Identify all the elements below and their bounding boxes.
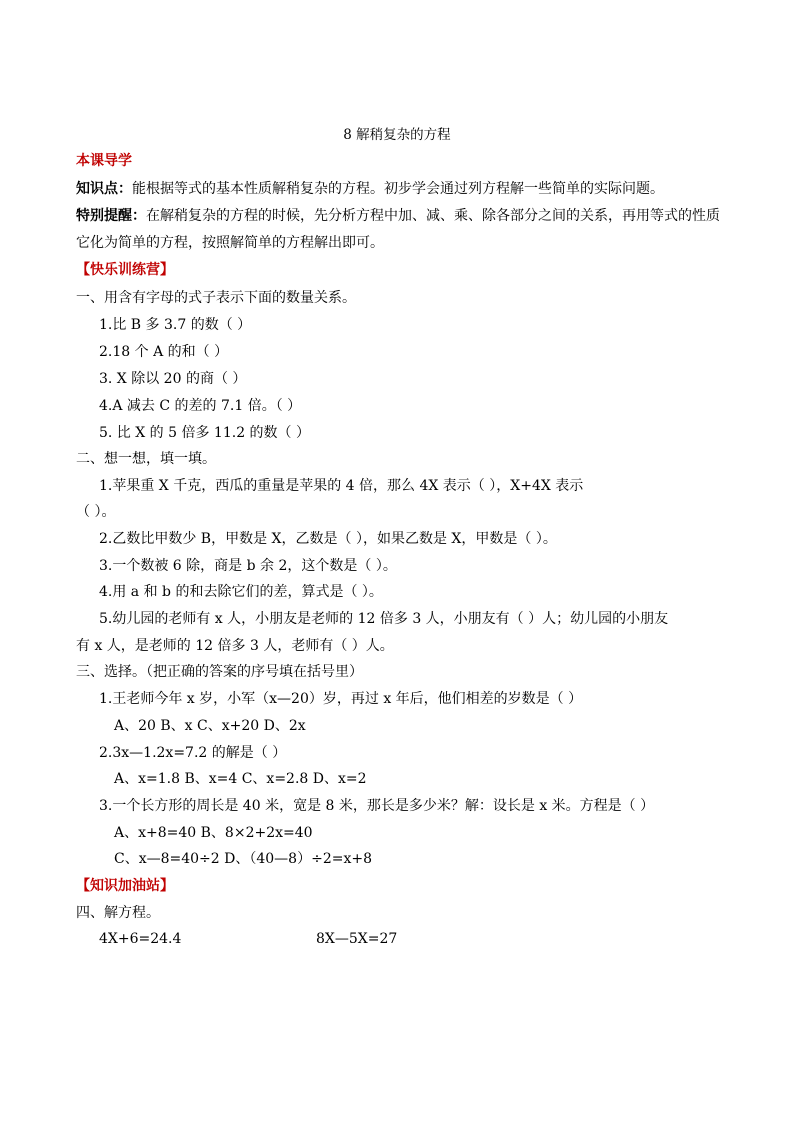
section1-item-1: 1.比 B 多 3.7 的数（ ） bbox=[99, 317, 252, 333]
equation-1: 4X+6=24.4 bbox=[99, 931, 182, 947]
knowledge-label: 知识点： bbox=[76, 181, 132, 197]
section2-q5-line1: 5.幼儿园的老师有 x 人，小朋友是老师的 12 倍多 3 人，小朋友有（ ）人；幼儿园的小朋友 bbox=[99, 611, 669, 627]
boost-header: 【知识加油站】 bbox=[76, 878, 174, 894]
page-title: 8 解稍复杂的方程 bbox=[343, 127, 451, 143]
section1-item-5: 5. 比 X 的 5 倍多 11.2 的数（ ） bbox=[99, 425, 311, 441]
reminder-text-2: 它化为简单的方程，按照解简单的方程解出即可。 bbox=[76, 235, 384, 251]
section3-heading: 三、选择。（把正确的答案的序号填在括号里） bbox=[76, 664, 363, 680]
section3-q3: 3.一个长方形的周长是 40 米，宽是 8 米，那长是多少米？解：设长是 x 米。方程是（ ） bbox=[99, 798, 655, 814]
section2-q2: 2.乙数比甲数少 B，甲数是 X，乙数是（ ），如果乙数是 X，甲数是（ ）。 bbox=[99, 531, 557, 547]
section2-q5-line2: 有 x 人，是老师的 12 倍多 3 人，老师有（ ）人。 bbox=[76, 638, 394, 654]
section2-q4: 4.用 a 和 b 的和去除它们的差，算式是（ ）。 bbox=[99, 584, 383, 600]
section2-heading: 二、想一想，填一填。 bbox=[76, 451, 216, 467]
knowledge-text: 能根据等式的基本性质解稍复杂的方程。初步学会通过列方程解一些简单的实际问题。 bbox=[132, 181, 664, 197]
reminder-label: 特别提醒： bbox=[76, 208, 146, 224]
knowledge-point bbox=[0, 179, 794, 199]
camp-header: 【快乐训练营】 bbox=[76, 262, 174, 278]
section1-heading: 一、用含有字母的式子表示下面的数量关系。 bbox=[76, 290, 356, 306]
section3-q1-options: A、20 B、x C、x+20 D、2x bbox=[114, 718, 306, 734]
section3-q1: 1.王老师今年 x 岁，小军（x—20）岁，再过 x 年后，他们相差的岁数是（ ） bbox=[99, 691, 583, 707]
guide-header: 本课导学 bbox=[76, 153, 132, 169]
section4-heading: 四、解方程。 bbox=[76, 905, 160, 921]
section2-q3: 3.一个数被 6 除，商是 b 余 2，这个数是（ ）。 bbox=[99, 558, 397, 574]
section3-q3-options-2: C、x—8=40÷2 D、（40—8）÷2=x+8 bbox=[114, 851, 372, 867]
section1-item-4: 4.A 减去 C 的差的 7.1 倍。（ ） bbox=[99, 398, 302, 414]
section3-q2: 2.3x—1.2x=7.2 的解是（ ） bbox=[99, 745, 287, 761]
section2-q1-line1: 1.苹果重 X 千克，西瓜的重量是苹果的 4 倍，那么 4X 表示（ ），X+4X 表示 bbox=[99, 478, 584, 494]
section1-item-2: 2.18 个 A 的和（ ） bbox=[99, 344, 229, 360]
section3-q2-options: A、x=1.8 B、x=4 C、x=2.8 D、x=2 bbox=[114, 771, 367, 787]
reminder-text-1: 在解稍复杂的方程的时候，先分析方程中加、减、乘、除各部分之间的关系，再用等式的性质 bbox=[146, 208, 720, 224]
equation-2: 8X—5X=27 bbox=[316, 931, 398, 947]
section3-q3-options-1: A、x+8=40 B、8×2+2x=40 bbox=[114, 825, 313, 841]
section1-item-3: 3. X 除以 20 的商（ ） bbox=[99, 371, 247, 387]
section2-q1-line2: （ ）。 bbox=[76, 504, 116, 520]
special-reminder bbox=[0, 206, 794, 226]
